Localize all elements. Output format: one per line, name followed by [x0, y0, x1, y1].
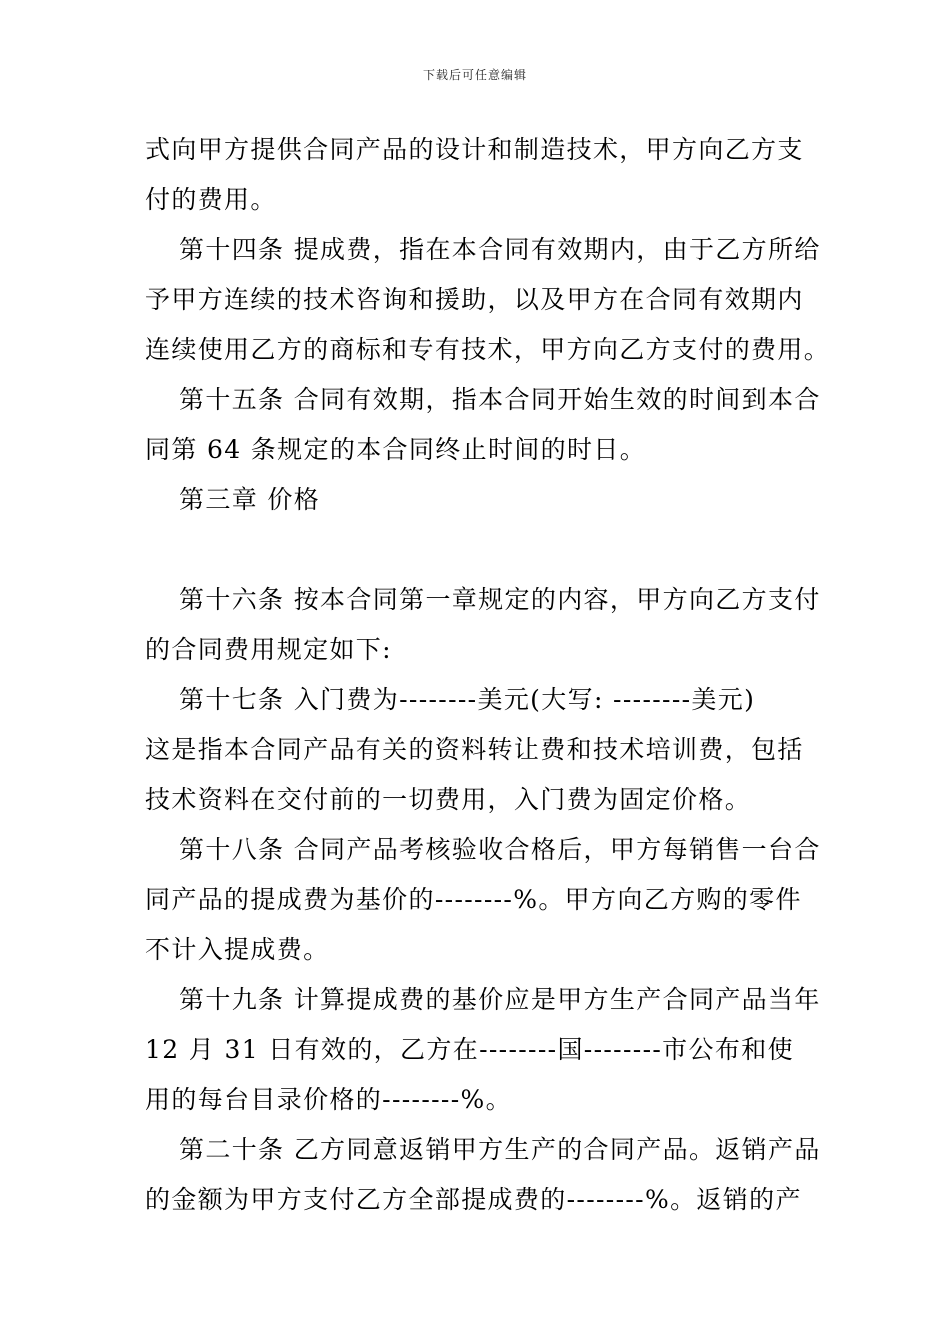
chapter-heading: 第三章 价格	[179, 485, 321, 514]
section-gap	[145, 525, 807, 575]
text-line: 同第 64 条规定的本合同终止时间的时日。	[145, 435, 647, 464]
text-line: 予甲方连续的技术咨询和援助，以及甲方在合同有效期内	[145, 285, 804, 314]
article-14-line: 第十四条 提成费，指在本合同有效期内，由于乙方所给	[179, 235, 821, 264]
text-line: 技术资料在交付前的一切费用，入门费为固定价格。	[145, 785, 752, 814]
text-line: 12 月 31 日有效的，乙方在--------国--------市公布和使	[145, 1035, 794, 1064]
text-line: 式向甲方提供合同产品的设计和制造技术，甲方向乙方支	[145, 135, 804, 164]
text-line: 不计入提成费。	[145, 935, 330, 964]
text-line: 用的每台目录价格的--------%。	[145, 1085, 512, 1114]
document-body	[145, 125, 831, 1225]
article-17-line: 第十七条 入门费为--------美元(大写: --------美元)	[179, 685, 756, 714]
header-note: 下载后可任意编辑	[422, 68, 527, 82]
article-18-line: 第十八条 合同产品考核验收合格后，甲方每销售一台合	[179, 835, 821, 864]
text-line: 付的费用。	[145, 185, 277, 214]
text-line: 连续使用乙方的商标和专有技术，甲方向乙方支付的费用。	[145, 335, 831, 364]
text-line: 这是指本合同产品有关的资料转让费和技术培训费，包括	[145, 735, 804, 764]
article-16-line: 第十六条 按本合同第一章规定的内容，甲方向乙方支付	[179, 585, 821, 614]
article-20-line: 第二十条 乙方同意返销甲方生产的合同产品。返销产品	[179, 1135, 821, 1164]
article-15-line: 第十五条 合同有效期，指本合同开始生效的时间到本合	[179, 385, 821, 414]
article-19-line: 第十九条 计算提成费的基价应是甲方生产合同产品当年	[179, 985, 821, 1014]
text-line: 的合同费用规定如下:	[145, 635, 392, 664]
text-line: 的金额为甲方支付乙方全部提成费的--------%。返销的产	[145, 1185, 802, 1214]
text-line: 同产品的提成费为基价的--------%。甲方向乙方购的零件	[145, 885, 802, 914]
